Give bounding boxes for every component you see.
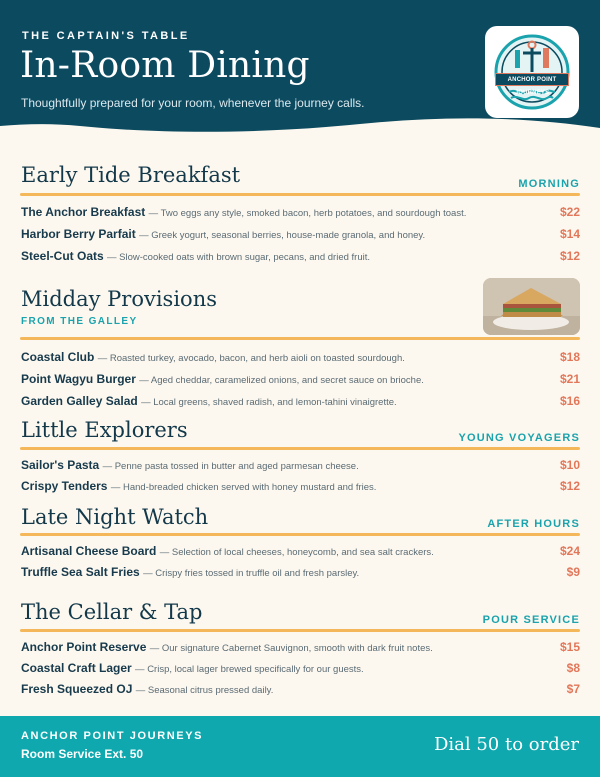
footer-bar: [0, 716, 600, 777]
menu-item-description: Penne pasta tossed in butter and aged parmesan cheese.: [114, 461, 359, 472]
menu-item[interactable]: Sailor's Pasta — Penne pasta tossed in butter and aged parmesan cheese. $10: [21, 458, 580, 472]
section-title-kids: Little Explorers: [21, 418, 188, 442]
section-subtitle-midday: FROM THE GALLEY: [21, 316, 138, 327]
menu-item-name: Crispy Tenders: [21, 479, 108, 493]
section-divider: [20, 629, 580, 632]
section-tag-breakfast: MORNING: [518, 178, 580, 190]
menu-item-price: $9: [566, 565, 580, 579]
menu-item-price: $12: [559, 249, 580, 263]
menu-item-description: Aged cheddar, caramelized onions, and secret sauce on brioche.: [150, 375, 424, 386]
menu-item[interactable]: Garden Galley Salad — Local greens, shaved radish, and lemon-tahini vinaigrette. $16: [21, 394, 580, 408]
menu-item-name: Harbor Berry Parfait: [21, 227, 136, 241]
menu-item-price: $12: [559, 479, 580, 493]
sandwich-image: [483, 278, 580, 335]
menu-item[interactable]: Coastal Club — Roasted turkey, avocado, bacon, and herb aioli on toasted sourdough. $18: [21, 350, 580, 364]
anchor-icon: [485, 26, 579, 118]
menu-item-price: $7: [566, 682, 580, 696]
menu-item-price: $14: [559, 227, 580, 241]
section-divider: [20, 337, 580, 340]
menu-item-description: Roasted turkey, avocado, bacon, and herb aioli on toasted sourdough.: [109, 353, 405, 364]
section-tag-kids: YOUNG VOYAGERS: [458, 432, 580, 444]
menu-item-description: Selection of local cheeses, honeycomb, and sea salt crackers.: [171, 547, 434, 558]
order-call-to-action: Dial 50 to order: [433, 734, 579, 755]
menu-item-description: Slow-cooked oats with brown sugar, pecans, and dried fruit.: [119, 252, 371, 263]
menu-item-price: $21: [559, 372, 580, 386]
menu-item-name: Steel-Cut Oats: [21, 249, 104, 263]
section-title-breakfast: Early Tide Breakfast: [21, 163, 241, 187]
menu-item-description: Our signature Cabernet Sauvignon, smooth with dark fruit notes.: [161, 643, 433, 654]
menu-item-price: $8: [566, 661, 580, 675]
menu-item-name: Coastal Craft Lager: [21, 661, 132, 675]
menu-item-name: Coastal Club: [21, 350, 95, 364]
brand-logo: [485, 26, 579, 118]
menu-item-price: $10: [559, 458, 580, 472]
menu-item-name: Garden Galley Salad: [21, 394, 138, 408]
menu-item-name: Artisanal Cheese Board: [21, 544, 157, 558]
header-eyebrow: THE CAPTAIN'S TABLE: [22, 30, 190, 42]
section-divider: [20, 193, 580, 196]
footer-extension: Room Service Ext. 50: [21, 747, 144, 761]
menu-item[interactable]: Harbor Berry Parfait — Greek yogurt, seasonal berries, house-made granola, and honey. $14: [21, 227, 580, 241]
menu-item-name: Point Wagyu Burger: [21, 372, 136, 386]
menu-item-price: $16: [559, 394, 580, 408]
menu-item[interactable]: Anchor Point Reserve — Our signature Cabernet Sauvignon, smooth with dark fruit notes. $15: [21, 640, 580, 654]
menu-item-price: $15: [559, 640, 580, 654]
menu-item-description: Hand-breaded chicken served with honey mustard and fries.: [122, 482, 377, 493]
menu-item-name: Sailor's Pasta: [21, 458, 100, 472]
menu-item[interactable]: The Anchor Breakfast — Two eggs any style, smoked bacon, herb potatoes, and sourdough toast. $22: [21, 205, 580, 219]
menu-item[interactable]: Truffle Sea Salt Fries — Crispy fries tossed in truffle oil and fresh parsley. $9: [21, 565, 580, 579]
menu-item-description: Two eggs any style, smoked bacon, herb potatoes, and sourdough toast.: [160, 208, 467, 219]
menu-item[interactable]: Steel-Cut Oats — Slow-cooked oats with brown sugar, pecans, and dried fruit. $12: [21, 249, 580, 263]
menu-item-price: $24: [559, 544, 580, 558]
section-title-late-night: Late Night Watch: [21, 505, 209, 529]
menu-item-description: Seasonal citrus pressed daily.: [147, 685, 274, 696]
header-banner: [0, 0, 600, 140]
menu-item-description: Crispy fries tossed in truffle oil and fresh parsley.: [155, 568, 360, 579]
header-tagline: Thoughtfully prepared for your room, whenever the journey calls.: [21, 96, 365, 110]
menu-item-name: The Anchor Breakfast: [21, 205, 146, 219]
menu-item[interactable]: Fresh Squeezed OJ — Seasonal citrus pressed daily. $7: [21, 682, 580, 696]
menu-item[interactable]: Point Wagyu Burger — Aged cheddar, caramelized onions, and secret sauce on brioche. $21: [21, 372, 580, 386]
menu-item[interactable]: Crispy Tenders — Hand-breaded chicken served with honey mustard and fries. $12: [21, 479, 580, 493]
menu-item[interactable]: Coastal Craft Lager — Crisp, local lager brewed specifically for our guests. $8: [21, 661, 580, 675]
section-title-cellar: The Cellar & Tap: [21, 600, 203, 624]
section-title-midday: Midday Provisions: [21, 287, 217, 311]
section-divider: [20, 533, 580, 536]
menu-item-name: Anchor Point Reserve: [21, 640, 147, 654]
menu-item-description: Local greens, shaved radish, and lemon-tahini vinaigrette.: [153, 397, 397, 408]
footer-brand: ANCHOR POINT JOURNEYS: [21, 730, 204, 742]
menu-item-description: Greek yogurt, seasonal berries, house-made granola, and honey.: [151, 230, 426, 241]
menu-item-name: Fresh Squeezed OJ: [21, 682, 133, 696]
page-title: In-Room Dining: [20, 45, 310, 86]
section-tag-cellar: POUR SERVICE: [482, 614, 580, 626]
section-divider: [20, 447, 580, 450]
sandwich-photo: [483, 278, 580, 335]
menu-item-price: $22: [559, 205, 580, 219]
menu-item-price: $18: [559, 350, 580, 364]
logo-wordmark: ANCHOR POINT JOURNEYS: [495, 73, 569, 86]
menu-item-name: Truffle Sea Salt Fries: [21, 565, 140, 579]
menu-item-description: Crisp, local lager brewed specifically for our guests.: [147, 664, 364, 675]
menu-item[interactable]: Artisanal Cheese Board — Selection of local cheeses, honeycomb, and sea salt crackers. $24: [21, 544, 580, 558]
section-tag-late-night: AFTER HOURS: [487, 518, 580, 530]
